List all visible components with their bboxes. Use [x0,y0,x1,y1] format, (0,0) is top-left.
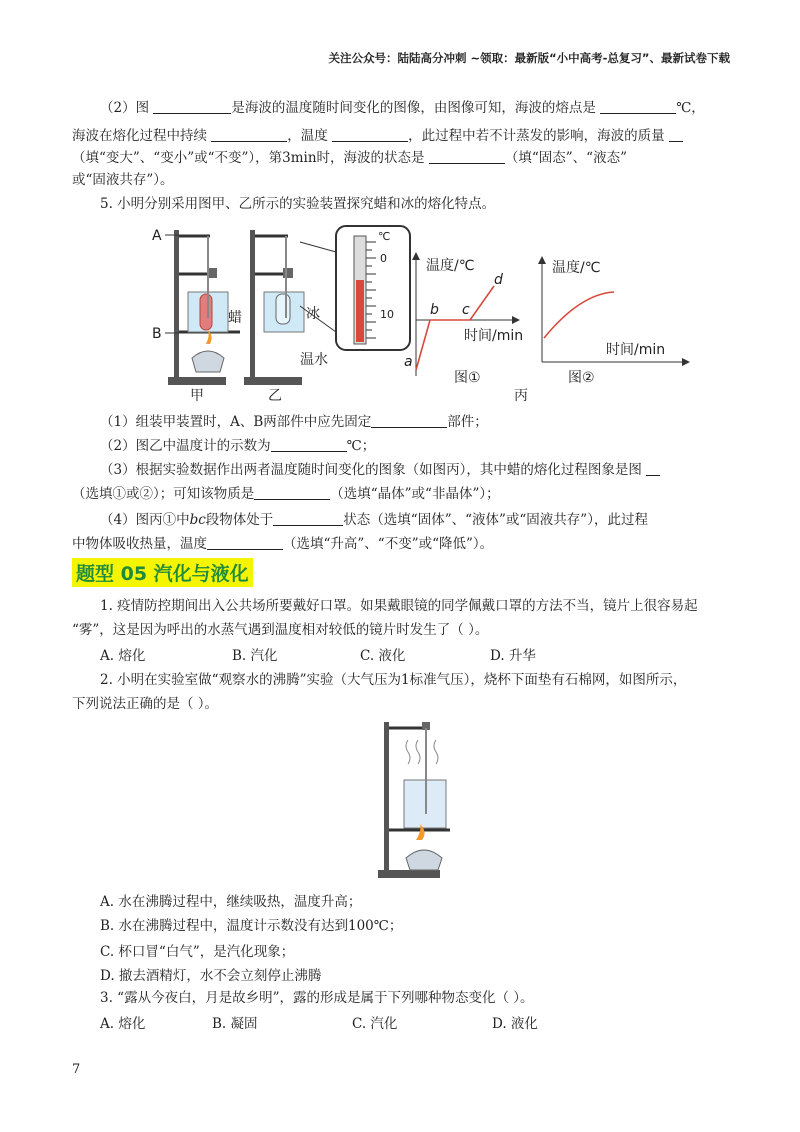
q5-text: （4）图丙①中 [100,512,190,528]
q5-figure [140,222,700,406]
q5-s1 [100,412,488,432]
p2-text: （填“固态”、“液态” [504,150,627,166]
thermo-unit: ℃ [378,230,391,243]
answer-blank[interactable] [153,99,231,114]
thermo-0: 0 [380,252,387,265]
q5-text: 状态（选填“固体”、“液体”或“固液共存”），此过程 [343,512,648,528]
q1-line2: “雾”，这是因为呼出的水蒸气遇到温度相对较低的镜片时发生了（ ）。 [72,622,489,638]
thermometer-zoom [300,226,410,350]
q5-s3 [100,460,660,480]
q3-option[interactable]: C. 汽化 [352,1016,398,1032]
answer-blank[interactable] [600,99,676,114]
page-number: 7 [72,1062,81,1077]
q5-text: 中物体吸收热量，温度 [72,536,207,552]
p2-line4: 或“固液共存”）。 [72,172,174,188]
apparatus-yi [244,230,304,385]
q3-option[interactable]: D. 液化 [492,1016,538,1032]
q5-text: （选填“升高”、“不变”或“降低”）。 [283,536,494,552]
section-heading: 题型 05 汽化与液化 [72,558,253,587]
q2-line1: 2. 小明在实验室做“观察水的沸腾”实验（大气压为1标准气压），烧杯下面垫有石棉网，如图所示， [100,672,687,688]
answer-blank[interactable] [207,535,283,550]
page-header: 关注公众号：陆陆高分冲刺 ~领取：最新版“小中高考-总复习”、最新试卷下载 [328,51,730,65]
q1-line1: 1. 疫情防控期间出入公共场所要戴好口罩。如果戴眼镜的同学佩戴口罩的方法不当，镜片上很容易起 [100,598,698,614]
label-ice: 冰 [306,306,320,322]
g2-xlabel: 时间/min [606,342,666,358]
q5-text: 段物体处于 [205,512,274,528]
boiling-apparatus [370,718,460,882]
q3-option[interactable]: A. 熔化 [100,1016,146,1032]
q5-text: （1）组装甲装置时，A、B两部件中应先固定 [100,414,372,430]
p2-text: 是海波的温度随时间变化的图像，由图像可知，海波的熔点是 [231,100,596,116]
answer-blank[interactable] [669,127,683,142]
p2-line1 [100,98,705,118]
q5-text: bc [189,512,206,528]
label-bing: 丙 [514,388,528,404]
apparatus-jia [168,230,240,385]
thermo-10: 10 [380,308,394,321]
answer-blank[interactable] [646,461,660,476]
answer-blank[interactable] [429,149,505,164]
label-B: B [152,326,162,342]
label-wax: 蜡 [228,310,242,326]
answer-blank[interactable] [332,127,408,142]
g1-point-a: a [404,354,413,370]
q1-option[interactable]: B. 汽化 [232,648,278,664]
q5-s2 [100,436,375,456]
label-jia: 甲 [190,388,204,404]
p2-text: 海波在熔化过程中持续 [72,128,207,144]
p2-text: ，温度 [287,128,328,144]
q1-option[interactable]: C. 液化 [360,648,406,664]
q2-option[interactable]: C. 杯口冒“白气”，是汽化现象； [100,944,295,960]
g2-name: 图② [568,370,595,386]
q2-option[interactable]: A. 水在沸腾过程中，继续吸热，温度升高； [100,894,362,910]
q3-line1: 3. “露从今夜白，月是故乡明”，露的形成是属于下列哪种物态变化（ ）。 [100,990,534,1006]
q5-text: ℃； [346,438,376,454]
q2-option[interactable]: D. 撤去酒精灯，水不会立刻停止沸腾 [100,968,322,984]
p2-text: ，此过程中若不计蒸发的影响，海波的质量 [408,128,665,144]
q5-text: （选填①或②）；可知该物质是 [72,486,255,502]
label-warm-water: 温水 [300,352,328,368]
q1-option[interactable]: A. 熔化 [100,648,146,664]
answer-blank[interactable] [254,485,330,500]
q5-title: 5. 小明分别采用图甲、乙所示的实验装置探究蜡和冰的熔化特点。 [100,196,496,212]
answer-blank[interactable] [371,413,447,428]
g1-point-d: d [494,272,503,288]
p2-line3 [72,148,627,168]
label-yi: 乙 [268,388,282,404]
g1-name: 图① [454,370,481,386]
p2-text: （2）图 [100,100,150,116]
answer-blank[interactable] [271,437,347,452]
q5-text: （3）根据实验数据作出两者温度随时间变化的图象（如图丙），其中蜡的熔化过程图象是图 [100,462,642,478]
answer-blank[interactable] [211,127,287,142]
q5-s4-cont [72,534,493,554]
g1-point-b: b [430,302,439,318]
p2-text: ℃， [676,100,705,116]
q5-s4 [100,510,648,530]
g1-ylabel: 温度/℃ [426,258,475,274]
p2-text: （填“变大”、“变小”或“不变”），第3min时，海波的状态是 [72,150,425,166]
q2-option[interactable]: B. 水在沸腾过程中，温度计示数没有达到100℃； [100,918,403,934]
label-A: A [152,228,162,244]
p2-line2 [72,126,683,146]
q1-option[interactable]: D. 升华 [490,648,536,664]
g1-xlabel: 时间/min [464,328,524,344]
g2-ylabel: 温度/℃ [552,260,601,276]
q3-option[interactable]: B. 凝固 [212,1016,258,1032]
answer-blank[interactable] [273,511,343,526]
q5-s3-cont [72,484,500,504]
g1-point-c: c [462,302,470,318]
q2-line2: 下列说法正确的是（ ）。 [72,696,219,712]
q5-text: （选填“晶体”或“非晶体”）； [330,486,500,502]
q5-text: （2）图乙中温度计的示数为 [100,438,271,454]
q5-text: 部件； [447,414,488,430]
